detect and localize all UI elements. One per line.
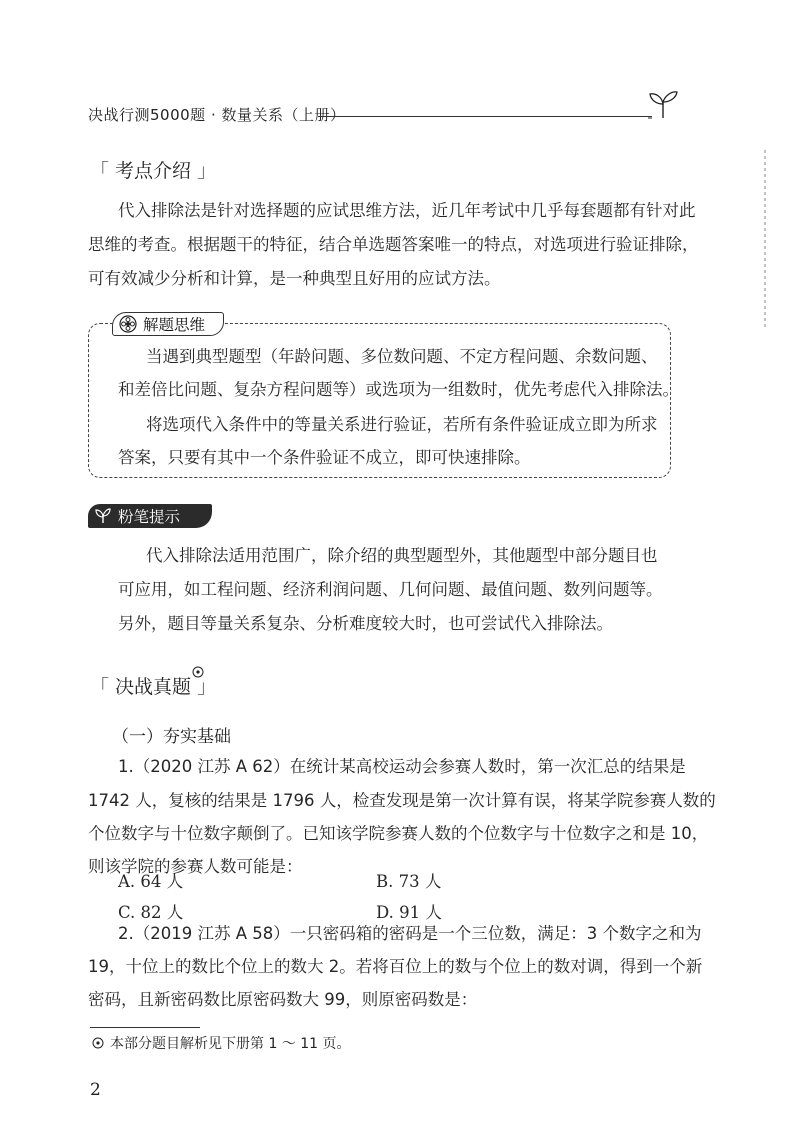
q1-line-1: 1.（2020 江苏 A 62）在统计某高校运动会参赛人数时，第一次汇总的结果是 — [118, 757, 686, 776]
q1-option-d[interactable]: D. 91 人 — [376, 903, 442, 922]
q1-line-4: 则该学院的参赛人数可能是： — [88, 857, 303, 876]
hint-line-1: 代入排除法适用范围广，除介绍的典型题型外，其他题型中部分题目也 — [146, 546, 658, 565]
running-header-title: 决战行测5000题 · 数量关系（上册） — [88, 106, 346, 124]
q2-line-2: 19，十位上的数比个位上的数大 2。若将百位上的数与个位上的数对调，得到一个新 — [88, 957, 703, 976]
solve-line-1: 当遇到典型题型（年龄问题、多位数问题、不定方程问题、余数问题、 — [146, 347, 658, 366]
sprout-icon — [646, 88, 680, 120]
q1-line-3: 个位数字与十位数字颠倒了。已知该学院参赛人数的个位数字与十位数字之和是 10， — [88, 824, 709, 843]
flower-icon — [119, 315, 137, 333]
fenbi-hint-title: 粉笔提示 — [118, 508, 181, 526]
intro-line-3: 可有效减少分析和计算，是一种典型且好用的应试方法。 — [88, 269, 501, 288]
hint-line-2: 可应用，如工程问题、经济利润问题、几何问题、最值问题、数列问题等。 — [118, 580, 663, 599]
intro-heading-text: 考点介绍 — [115, 160, 192, 182]
q2-line-1: 2.（2019 江苏 A 58）一只密码箱的密码是一个三位数，满足：3 个数字之和为 — [118, 924, 702, 943]
sub-heading-basics: （一）夯实基础 — [112, 727, 231, 747]
solve-thinking-tab — [112, 312, 224, 336]
section-heading-exam: 「 决战真题 」 — [90, 676, 217, 698]
leaf-icon — [94, 507, 112, 525]
footnote-rule — [90, 1027, 200, 1028]
fenbi-hint-tab — [88, 504, 212, 528]
q2-line-3: 密码，且新密码数比原密码数大 99，则原密码数是： — [88, 990, 478, 1009]
solve-line-3: 将选项代入条件中的等量关系进行验证，若所有条件验证成立即为所求 — [146, 415, 658, 434]
footnote-text: 本部分题目解析见下册第 1 ～ 11 页。 — [110, 1036, 351, 1052]
solve-thinking-title: 解题思维 — [143, 316, 206, 334]
solve-line-2: 和差倍比问题、复杂方程问题等）或选项为一组数时，优先考虑代入排除法。 — [118, 380, 679, 399]
section-heading-intro: 「 考点介绍 」 — [90, 160, 217, 182]
q1-option-c[interactable]: C. 82 人 — [118, 903, 184, 922]
margin-marks — [764, 150, 766, 330]
intro-line-2: 思维的考查。根据题干的特征，结合单选题答案唯一的特点，对选项进行验证排除， — [88, 235, 699, 254]
footnote — [92, 1033, 351, 1053]
exam-heading-text: 决战真题 — [115, 676, 192, 698]
q1-line-2: 1742 人，复核的结果是 1796 人，检查发现是第一次计算有误，将某学院参赛人数的 — [88, 791, 716, 810]
hint-line-3: 另外，题目等量关系复杂、分析难度较大时，也可尝试代入排除法。 — [118, 614, 613, 633]
page-number: 2 — [90, 1080, 101, 1100]
intro-line-1: 代入排除法是针对选择题的应试思维方法，近几年考试中几乎每套题都有针对此 — [118, 201, 696, 220]
q1-option-b[interactable]: B. 73 人 — [376, 872, 442, 891]
solve-line-4: 答案，只要有其中一个条件验证不成立，即可快速排除。 — [118, 448, 531, 467]
footnote-marker-icon — [192, 666, 204, 678]
header-rule — [318, 116, 652, 117]
q1-option-a[interactable]: A. 64 人 — [118, 872, 184, 891]
footnote-marker-icon — [92, 1037, 104, 1049]
